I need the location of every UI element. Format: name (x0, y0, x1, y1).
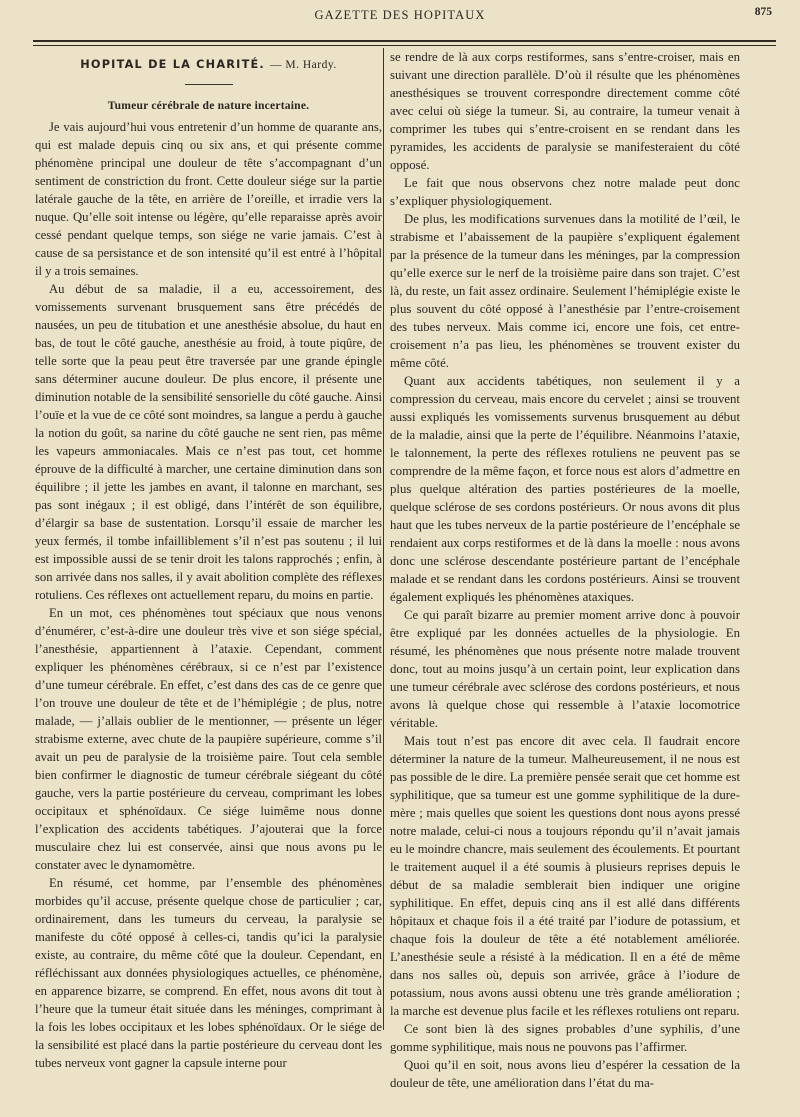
paragraph: En un mot, ces phénomènes tout spéciaux que nous venons d’énumérer, c’est-à-dire une douleur très vive et son siége spécial, l’anesthésie, appartiennent à l’ataxie. Cependant, comment expliquer les phénomènes cérébraux, si ce n’est par l’existence d’une tumeur cérébrale. En effet, c’est dans des cas de ce genre que l’on trouve une douleur de tête et de l’hémiplégie ; de plus, notre malade, — j’allais oublier de le mentionner, — présente un léger strabisme externe, avec chute de la paupière supérieure, comme s’il avait un peu de paralysie de la troisième paire. Tout cela semble bien confirmer le diagnostic de tumeur cérébrale siégeant du côté gauche, vers la partie postérieure du cerveau, comprimant les lobes occipitaux et sphénoïdaux. Ce siége luimême nous donne l’explication des accidents tabétiques. J’ajouterai que la force musculaire chez lui est conservée, ainsi que nous avons pu le constater avec le dynamomètre. (35, 606, 382, 872)
left-column (35, 58, 382, 1072)
paragraph: se rendre de là aux corps restiformes, sans s’entre-croiser, mais en suivant une direction parallèle. D’où il résulte que les phénomènes anesthésiques se trouvent correspondre directement comme côté avec celui où siége la tumeur. Si, au contraire, la tumeur venait à comprimer les tubes qui s’entre-croisent en se rendant dans les pyramides, les accidents de paralysie se manifesteraient du côté opposé. (390, 50, 740, 172)
paragraph: De plus, les modifications survenues dans la motilité de l’œil, le strabisme et l’abaissement de la paupière s’expliquent également par la présence de la tumeur dans les méninges, par la compression qu’elle exerce sur le nerf de la troisième paire dans son trajet. C’est là, du reste, un fait assez ordinaire. Seulement l’hémiplégie existe le plus souvent du côté opposé à l’anesthésie par l’entre-croisement des tubes nerveux. Mais comme ici, encore une fois, cet entre-croisement n’a pas lieu, les phénomènes se trouvent exister du même côté. (390, 212, 740, 370)
paragraph: Au début de sa maladie, il a eu, accessoirement, des vomissements survenant brusquement sans être précédés de nausées, un peu de titubation et une anesthésie absolue, du haut en bas, de tout le côté gauche, anesthésie au froid, à toute piqûre, de telle sorte que la peau peut être traversée par une grande épingle sans déterminer aucune douleur. De plus encore, il présente une diminution notable de la sensibilité sensorielle du côté gauche. Ainsi l’ouïe et la vue de ce côté sont moindres, sa langue a perdu à gauche la notion du goût, sa narine du côté gauche ne sent rien, pas même les vapeurs ammoniacales. Mais ce n’est pas tout, cet homme éprouve de la difficulté à marcher, une certaine diminution dans son équilibre ; il jette les jambes en avant, il talonne en marchant, ses pas sont inégaux ; il est obligé, dans l’intérêt de son équilibre, d’élargir sa base de sustentation. Lorsqu’il essaie de marcher les yeux fermés, il tombe infailliblement s’il n’est pas soutenu ; il lui est impossible aussi de se tenir droit les talons rapprochés ; enfin, à son arrivée dans nos salles, il y avait abolition complète des réflexes rotuliens. Ces réflexes ont actuellement reparu, du moins en partie. (35, 282, 382, 602)
section-title (35, 58, 382, 82)
paragraph: Ce qui paraît bizarre au premier moment arrive donc à pouvoir être expliqué par les données actuelles de la physiologie. En résumé, les phénomènes que nous présente notre malade trouvent donc, tout au moins jusqu’à un certain point, leur explication dans une tumeur cérébrale avec sclérose des cordons postérieurs, et nous avons là quelque chose qui ressemble à l’ataxie locomotrice véritable. (390, 608, 740, 730)
section-author: — M. Hardy. (270, 59, 337, 71)
paragraph: Quant aux accidents tabétiques, non seulement il y a compression du cerveau, mais encore du cervelet ; ainsi se trouvent aussi expliqués les vomissements survenus brusquement au début de la maladie, ainsi que la perte de l’équilibre. Néanmoins l’ataxie, le talonnement, la perte des réflexes rotuliens ne peuvent pas se comprendre de la même façon, et force nous est alors d’admettre en plus quelque altération des parties postérieures de la moelle, quelque sclérose de ses cordons postérieurs. Or nous avons dit plus haut que les tubes nerveux de la partie postérieure de l’encéphale se rendaient aux corps restiformes et de là dans la moelle : nous avons donc une sclérose descendante postérieure partant de l’encéphale malade et se rendant dans les cordons postérieurs. Ainsi se trouvent également expliqués les phénomènes ataxiques. (390, 374, 740, 604)
paragraph: Ce sont bien là des signes probables d’une syphilis, d’une gomme syphilitique, mais nous ne pouvons pas l’affirmer. (390, 1022, 740, 1054)
paragraph: Je vais aujourd’hui vous entretenir d’un homme de quarante ans, qui est malade depuis cinq ou six ans, et qui présente comme phénomène principal une douleur de tête s’accompagnant d’un sentiment de constriction du front. Cette douleur siége sur la partie latérale gauche de la tête, en arrière de l’oreille, et irradie vers la nuque. Qu’elle soit intense ou légère, qu’elle reparaisse après avoir cessé pendant quelque temps, son siége ne varie jamais. C’est à cause de sa persistance et de son intensité qu’il est entré à l’hôpital il y a trois semaines. (35, 120, 382, 278)
journal-title: GAZETTE DES HOPITAUX (314, 8, 486, 22)
paragraph: En résumé, cet homme, par l’ensemble des phénomènes morbides qu’il accuse, présente quelque chose de particulier ; car, ordinairement, dans les tumeurs du cerveau, la paralysie se manifeste du côté opposé à celles-ci, tandis qu’ici la paralysie existe, au contraire, du même côté que la douleur. Cependant, en réfléchissant aux données physiologiques actuelles, ce phénomène, en apparence bizarre, se comprend. En effet, nous avons dit tout à l’heure que la tumeur était située dans les méninges, comprimant à la fois les lobes occipitaux et les lobes sphénoïdaux. Or le siége de la sensibilité est placé dans la partie postérieure du cerveau dont les tubes nerveux vont gagner la capsule interne pour (35, 876, 382, 1070)
article-subtitle: Tumeur cérébrale de nature incertaine. (107, 99, 310, 112)
column-divider (383, 48, 384, 1030)
page-number: 875 (754, 6, 772, 18)
paragraph: Le fait que nous observons chez notre malade peut donc s’expliquer physiologiquement. (390, 176, 740, 208)
header-rule-thin (33, 45, 776, 46)
right-column (390, 48, 740, 1092)
page-header (28, 6, 772, 28)
header-rule-thick (33, 40, 776, 42)
paragraph: Quoi qu’il en soit, nous avons lieu d’espérer la cessation de la douleur de tête, une amélioration dans l’état du ma- (390, 1058, 740, 1090)
paragraph: Mais tout n’est pas encore dit avec cela. Il faudrait encore déterminer la nature de la tumeur. Malheureusement, il ne nous est pas possible de le dire. La première pensée serait que cet homme est syphilitique, que sa tumeur est une gomme syphilitique de la dure-mère ; mais quelles que soient les questions dont nous ayons pressé notre malade, celui-ci nous a toujours répondu qu’il n’avait jamais eu le moindre chancre, mais seulement des écoulements. Et pourtant le traitement auquel il a été soumis à plusieurs reprises depuis le début de sa maladie semblerait bien indiquer une origine syphilitique. En effet, depuis cinq ans il est allé dans différents hôpitaux et chaque fois il a été traité par l’iodure de potassium, et chaque fois la douleur de tête a été notablement améliorée. L’anesthésie seule a résisté à la médication. Il en a été de même dans nos salles où, depuis son arrivée, grâce à l’iodure de potassium, nous avons aussi obtenu une très grande amélioration ; la marche est devenue plus facile et les réflexes rotuliens ont reparu. (390, 734, 741, 1018)
title-short-rule (185, 84, 233, 85)
section-title-text: HOPITAL DE LA CHARITÉ. (80, 58, 265, 71)
